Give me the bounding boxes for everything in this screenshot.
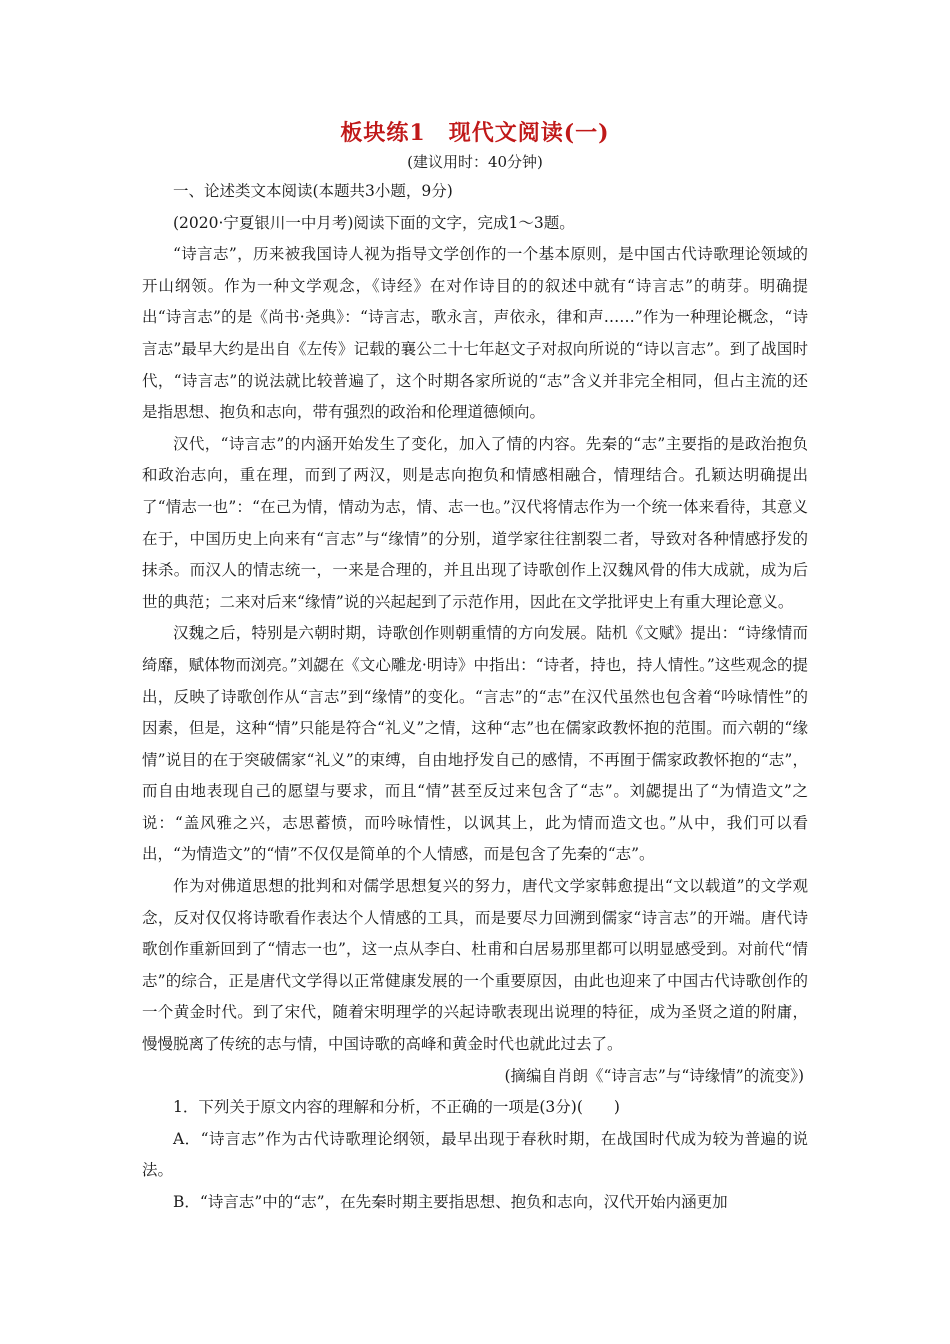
article-paragraph-3: 汉魏之后，特别是六朝时期，诗歌创作则朝重情的方向发展。陆机《文赋》提出：“诗缘情而绮靡，赋体物而浏亮。”刘勰在《文心雕龙·明诗》中指出：“诗者，持也，持人情性。”这些观念的提出，反映了诗歌创作从“言志”到“缘情”的变化。“言志”的“志”在汉代虽然也包含着“吟咏情性”的因素，但是，这种“情”只能是符合“礼义”之情，这种“志”也在儒家政教怀抱的范围。而六朝的“缘情”说目的在于突破儒家“礼义”的束缚，自由地抒发自己的感情，不再囿于儒家政教怀抱的“志”，而自由地表现自己的愿望与要求，而且“情”甚至反过来包含了“志”。刘勰提出了“为情造文”之说：“盖风雅之兴，志思蓄愤，而吟咏情性，以讽其上，此为情而造文也。”从中，我们可以看出，“为情造文”的“情”不仅仅是简单的个人情感，而是包含了先秦的“志”。 xyxy=(142,624,808,864)
question-stem: 1．下列关于原文内容的理解和分析，不正确的一项是(3分)( ) xyxy=(173,1098,620,1117)
time-hint: (建议用时：40分钟) xyxy=(407,153,543,171)
document-page xyxy=(142,118,808,1219)
article-paragraph-4: 作为对佛道思想的批判和对儒学思想复兴的努力，唐代文学家韩愈提出“文以载道”的文学观念，反对仅仅将诗歌看作表达个人情感的工具，而是要尽力回溯到儒家“诗言志”的开端。唐代诗歌创作重新回到了“情志一也”，这一点从李白、杜甫和白居易那里都可以明显感受到。对前代“情志”的综合，正是唐代文学得以正常健康发展的一个重要原因，由此也迎来了中国古代诗歌创作的一个黄金时代。到了宋代，随着宋明理学的兴起诗歌表现出说理的特征，成为圣贤之道的附庸，慢慢脱离了传统的志与情，中国诗歌的高峰和黄金时代也就此过去了。 xyxy=(142,877,808,1054)
article-paragraph-2: 汉代，“诗言志”的内涵开始发生了变化，加入了情的内容。先秦的“志”主要指的是政治抱负和政治志向，重在理，而到了两汉，则是志向抱负和情感相融合，情理结合。孔颖达明确提出了“情志一也”：“在己为情，情动为志，情、志一也。”汉代将情志作为一个统一体来看待，其意义在于，中国历史上向来有“言志”与“缘情”的分别，道学家往往割裂二者，导致对各种情感抒发的抹杀。而汉人的情志统一，一来是合理的，并且出现了诗歌创作上汉魏风骨的伟大成就，成为后世的典范；二来对后来“缘情”说的兴起起到了示范作用，因此在文学批评史上有重大理论意义。 xyxy=(142,434,808,611)
option-a: A．“诗言志”作为古代诗歌理论纲领，最早出现于春秋时期，在战国时代成为较为普遍的说法。 xyxy=(142,1129,808,1180)
option-b: B．“诗言志”中的“志”，在先秦时期主要指思想、抱负和志向，汉代开始内涵更加 xyxy=(173,1193,728,1211)
page-title: 板块练1 现代文阅读(一) xyxy=(340,120,610,146)
article-source: (摘编自肖朗《“诗言志”与“诗缘情”的流变》) xyxy=(504,1066,804,1085)
section-heading: 一、论述类文本阅读(本题共3小题，9分) xyxy=(173,182,453,200)
article-body xyxy=(142,239,808,1060)
source-line: (2020·宁夏银川一中月考)阅读下面的文字，完成1～3题。 xyxy=(173,213,575,232)
article-paragraph-1: “诗言志”，历来被我国诗人视为指导文学创作的一个基本原则，是中国古代诗歌理论领域的开山纲领。作为一种文学观念，《诗经》在对作诗目的的叙述中就有“诗言志”的萌芽。明确提出“诗言志”的是《尚书·尧典》：“诗言志，歌永言，声依永，律和声……”作为一种理论概念，“诗言志”最早大约是出自《左传》记载的襄公二十七年赵文子对叔向所说的“诗以言志”。到了战国时代，“诗言志”的说法就比较普遍了，这个时期各家所说的“志”含义并非完全相同，但占主流的还是指思想、抱负和志向，带有强烈的政治和伦理道德倾向。 xyxy=(142,245,808,422)
